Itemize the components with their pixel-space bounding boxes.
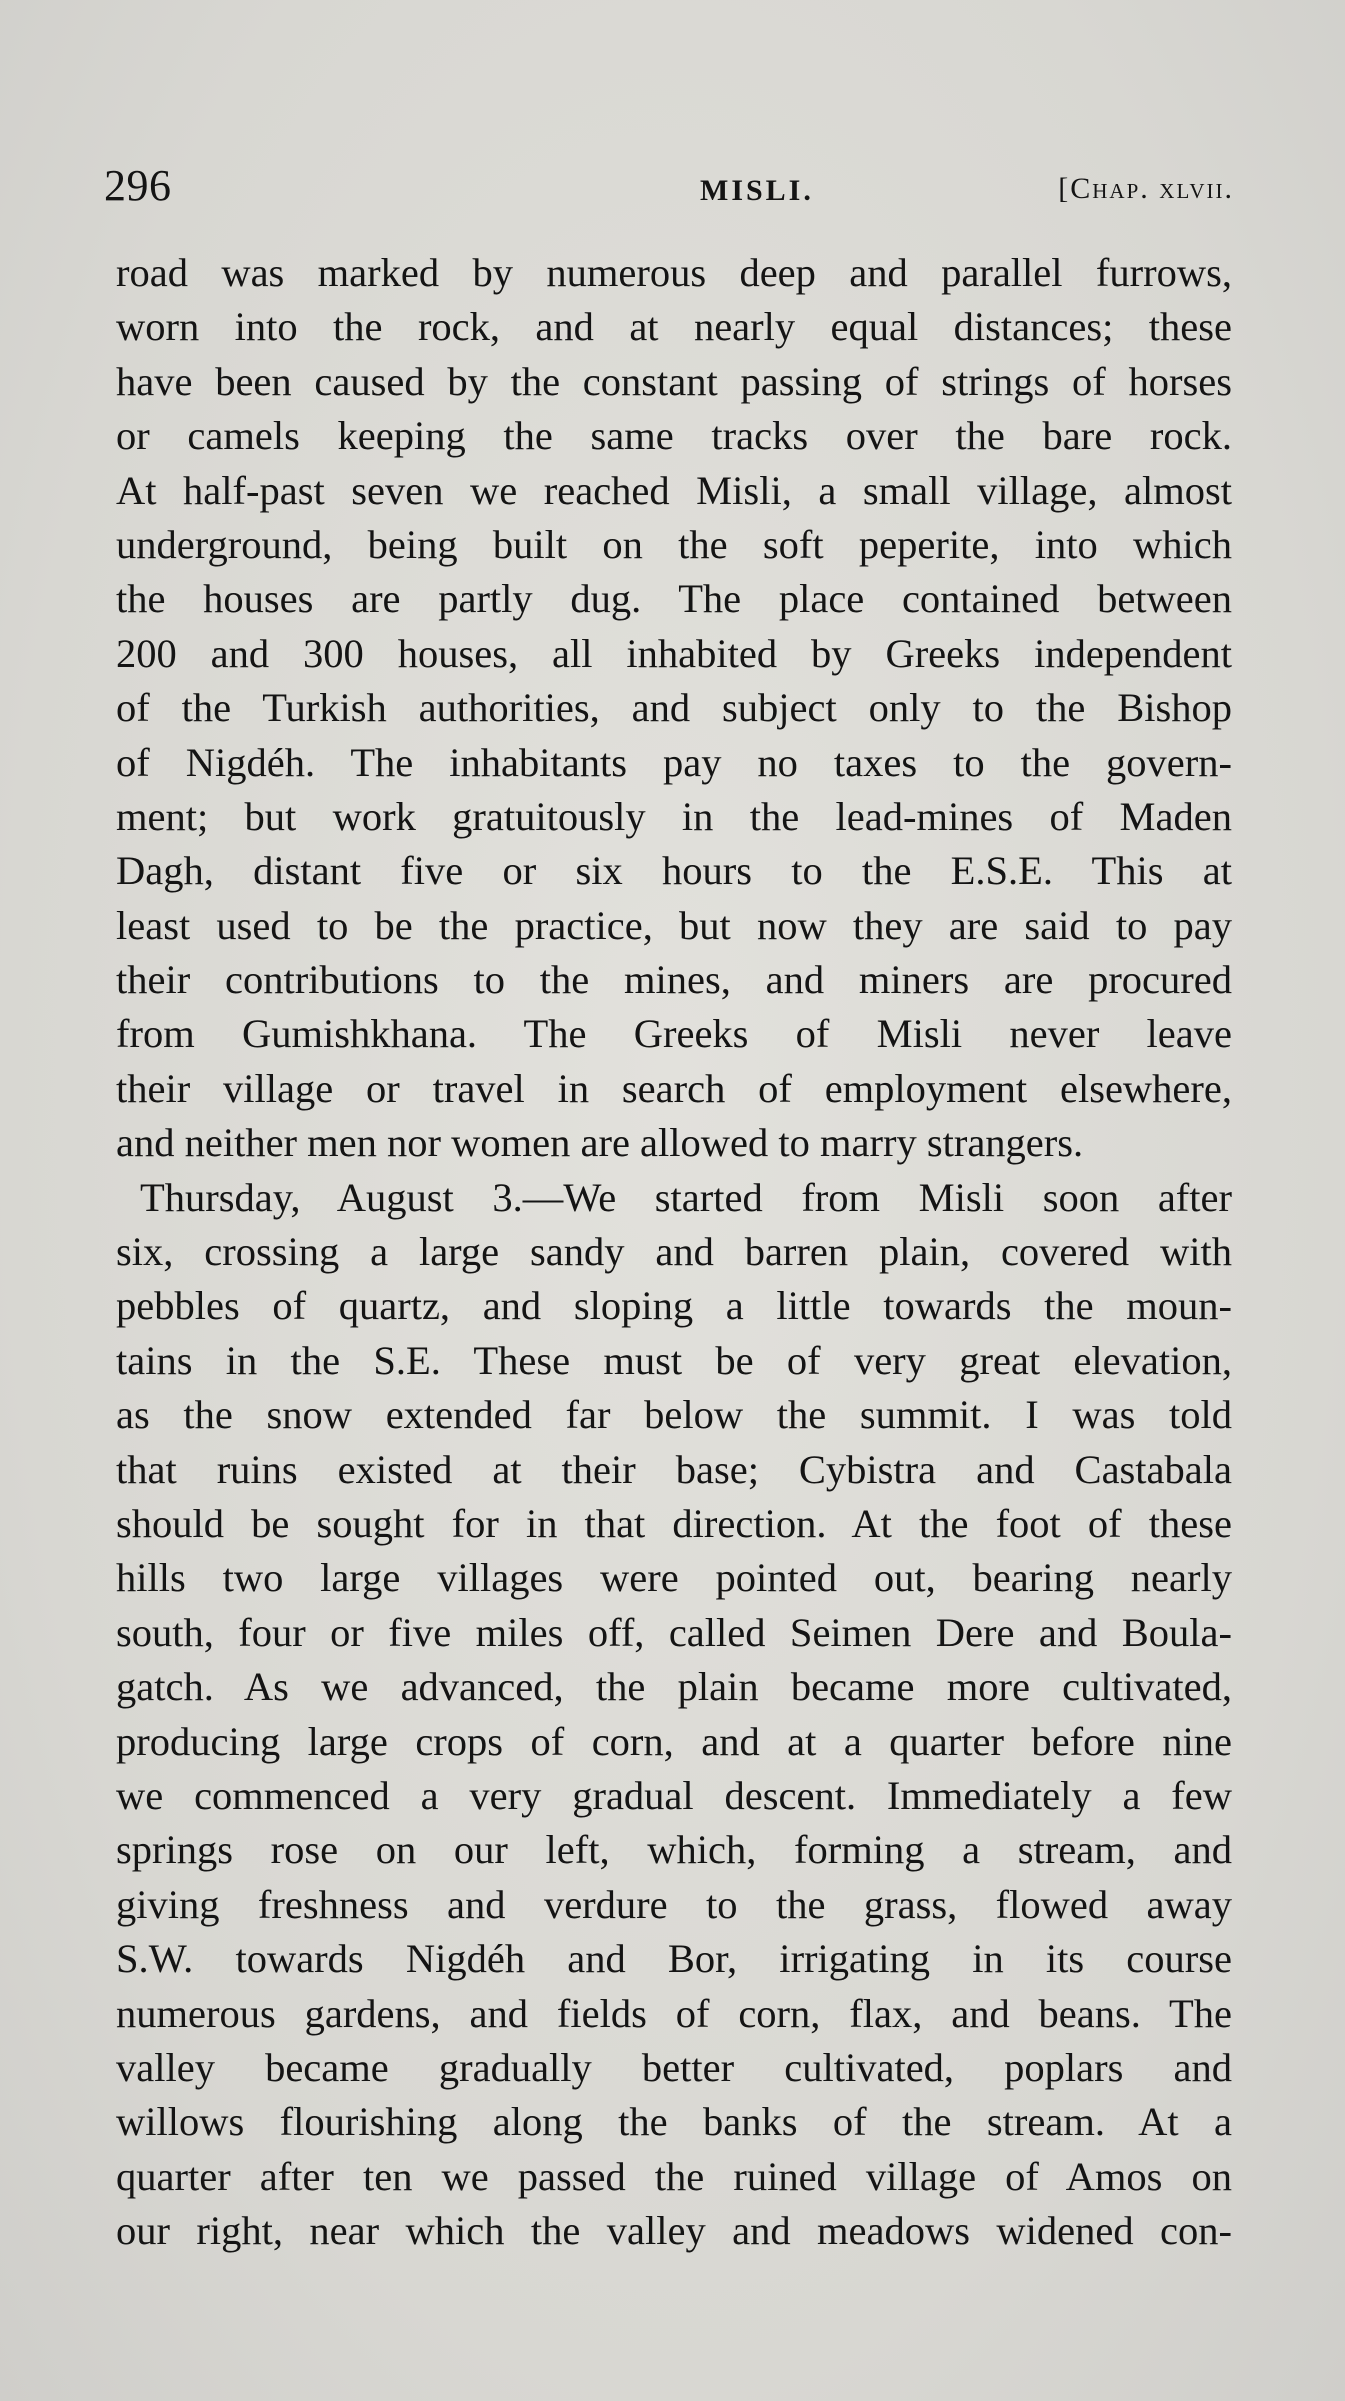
running-title: MISLI. [700, 174, 814, 207]
text-line: pebbles of quartz, and sloping a little towards the moun- [116, 1283, 1232, 1329]
text-line: willows flourishing along the banks of the stream. At a [116, 2099, 1232, 2145]
text-line: gatch. As we advanced, the plain became more cultivated, [116, 1664, 1232, 1710]
text-line: Thursday, August 3.—We started from Misli soon after [140, 1174, 1232, 1220]
text-line: 200 and 300 houses, all inhabited by Greeks independent [116, 630, 1232, 676]
text-line: from Gumishkhana. The Greeks of Misli never leave [116, 1011, 1232, 1057]
text-line: S.W. towards Nigdéh and Bor, irrigating in its course [116, 1936, 1232, 1982]
text-line: should be sought for in that direction. At the foot of these [116, 1500, 1232, 1546]
page-header [104, 160, 1234, 220]
text-line: and neither men nor women are allowed to marry strangers. [116, 1120, 1084, 1166]
text-line: our right, near which the valley and meadows widened con- [116, 2208, 1232, 2254]
text-line: springs rose on our left, which, forming a stream, and [116, 1827, 1232, 1873]
text-line: producing large crops of corn, and at a quarter before nine [116, 1718, 1232, 1764]
text-line: their contributions to the mines, and miners are procured [116, 957, 1232, 1003]
text-line: giving freshness and verdure to the grass, flowed away [116, 1881, 1232, 1927]
text-line: least used to be the practice, but now they are said to pay [116, 902, 1232, 948]
text-line: road was marked by numerous deep and parallel furrows, [116, 250, 1232, 295]
text-line: of the Turkish authorities, and subject only to the Bishop [116, 685, 1232, 731]
text-line: numerous gardens, and fields of corn, flax, and beans. The [116, 1990, 1232, 2036]
text-line: Dagh, distant five or six hours to the E.S.E. This at [116, 848, 1232, 894]
text-line: valley became gradually better cultivated, poplars and [116, 2044, 1232, 2090]
text-line: or camels keeping the same tracks over the bare rock. [116, 413, 1232, 459]
text-line: south, four or five miles off, called Seimen Dere and Boula- [116, 1609, 1232, 1655]
body-text [116, 246, 1232, 2258]
text-line: worn into the rock, and at nearly equal distances; these [116, 304, 1232, 350]
text-line: we commenced a very gradual descent. Immediately a few [116, 1772, 1232, 1818]
text-line: ment; but work gratuitously in the lead-mines of Maden [116, 793, 1232, 839]
text-line: tains in the S.E. These must be of very great elevation, [116, 1337, 1232, 1383]
text-line: At half-past seven we reached Misli, a small village, almost [116, 467, 1232, 513]
text-line: hills two large villages were pointed out, bearing nearly [116, 1555, 1232, 1601]
text-line: have been caused by the constant passing of strings of horses [116, 358, 1232, 404]
text-line: quarter after ten we passed the ruined village of Amos on [116, 2153, 1232, 2199]
page-number: 296 [104, 161, 172, 210]
text-line: underground, being built on the soft peperite, into which [116, 521, 1232, 567]
text-line: their village or travel in search of employment elsewhere, [116, 1065, 1232, 1111]
text-line: as the snow extended far below the summit. I was told [116, 1392, 1232, 1438]
chapter-reference: [Chap. xlvii. [1058, 172, 1234, 205]
text-line: six, crossing a large sandy and barren plain, covered with [116, 1229, 1232, 1275]
text-line: that ruins existed at their base; Cybistra and Castabala [116, 1446, 1232, 1492]
text-line: of Nigdéh. The inhabitants pay no taxes to the govern- [116, 739, 1232, 785]
text-line: the houses are partly dug. The place contained between [116, 576, 1232, 622]
